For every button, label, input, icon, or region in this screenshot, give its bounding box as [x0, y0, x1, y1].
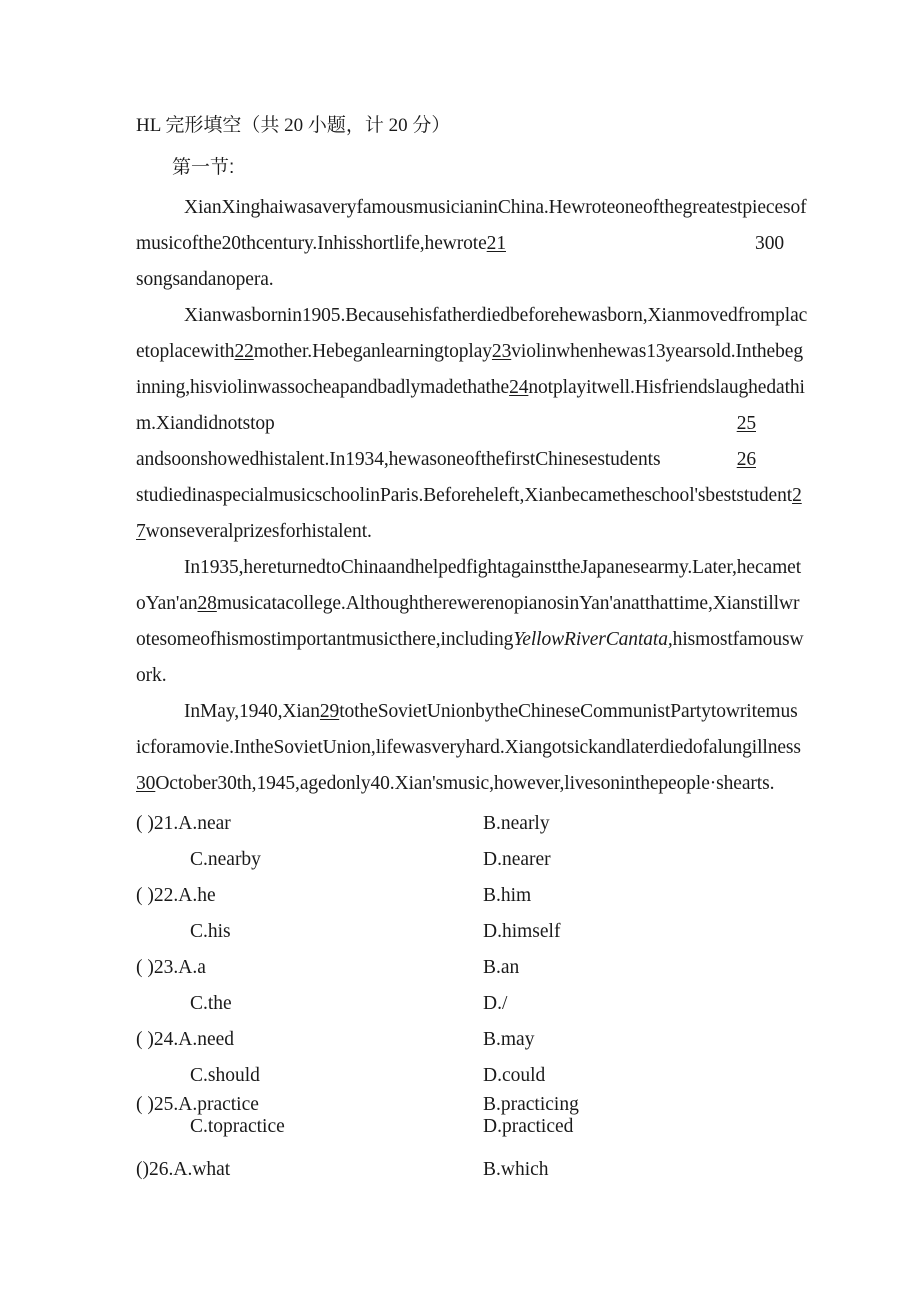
passage-text-run: In1935,hereturnedtoChinaandhelpedfightagainsttheJapanesearmy.Later,hecamet — [184, 557, 802, 578]
option-b-q25[interactable]: B.practicing — [483, 1094, 579, 1115]
question-row-q24-second — [136, 1058, 796, 1094]
question-row-q23-second — [136, 986, 796, 1022]
passage-line-text — [136, 658, 166, 694]
question-row-q24 — [136, 1022, 796, 1058]
option-d-q22[interactable]: D.himself — [483, 921, 561, 942]
blank-number-marker: 28 — [197, 593, 217, 614]
passage-line — [136, 586, 800, 622]
passage-line-text — [184, 694, 798, 730]
question-row-q21-second — [136, 842, 796, 878]
option-b-q26[interactable]: B.which — [483, 1159, 549, 1180]
passage-line — [136, 442, 784, 478]
passage-text-run: inning,hisviolinwassocheapandbadlymadethathe — [136, 377, 510, 398]
option-c-q25[interactable]: C.topractice — [190, 1116, 285, 1137]
question-row-q21 — [136, 806, 796, 842]
passage-line-text — [136, 262, 274, 298]
passage-line-text — [184, 298, 807, 334]
passage-text-run: InMay,1940,Xian — [184, 701, 320, 722]
passage-line-text — [136, 406, 275, 442]
passage-line — [136, 370, 805, 406]
question-row-q26 — [136, 1152, 796, 1188]
passage-line — [136, 514, 784, 550]
work-title-italic: YellowRiverCantata, — [513, 629, 673, 650]
passage-line — [136, 478, 802, 514]
option-a-q25[interactable]: ( )25.A.practice — [136, 1094, 259, 1115]
passage-text-run: musicofthe20thcentury.Inhisshortlife,hewrote — [136, 233, 487, 254]
passage-text-run: otesomeofhismostimportantmusicthere,including — [136, 629, 514, 650]
option-b-q21[interactable]: B.nearly — [483, 813, 550, 834]
option-d-q21[interactable]: D.nearer — [483, 849, 551, 870]
option-a-q24[interactable]: ( )24.A.need — [136, 1029, 235, 1050]
passage-line-text — [136, 766, 774, 802]
passage-line-text — [136, 478, 802, 514]
option-d-q23[interactable]: D./ — [483, 993, 508, 1014]
passage-line-text — [136, 730, 801, 766]
question-row-q22 — [136, 878, 796, 914]
passage-text-run: totheSovietUnionbytheChineseCommunistPartytowritemus — [339, 701, 798, 722]
passage-text-run: XianXinghaiwasaveryfamousmusicianinChina.Hewroteoneofthegreatestpiecesof — [184, 197, 807, 218]
passage-line-tail: 300 — [755, 233, 784, 254]
passage-text-run: hismostfamousw — [672, 629, 804, 650]
passage-text-run: songsandanopera. — [136, 269, 274, 290]
option-a-q26[interactable]: ()26.A.what — [136, 1159, 231, 1180]
passage-line — [136, 190, 807, 226]
passage-line — [136, 550, 802, 586]
option-c-q22[interactable]: C.his — [190, 921, 231, 942]
passage-text-run: October30th,1945,agedonly40.Xian'smusic,however,livesoninthepeople·shearts. — [155, 773, 775, 794]
blank-number-marker: 22 — [234, 341, 254, 362]
passage-line-text — [136, 514, 372, 550]
passage-line — [136, 766, 784, 802]
blank-number-marker: 30 — [136, 773, 156, 794]
passage-line-text — [184, 190, 807, 226]
passage-line — [136, 622, 804, 658]
passage-text-run: m.Xiandidnotstop — [136, 413, 275, 434]
page-title — [136, 113, 450, 139]
passage-text-run: wonseveralprizesforhistalent. — [145, 521, 372, 542]
blank-number-marker: 2 — [792, 485, 802, 506]
passage-text-run: studiedinaspecialmusicschoolinParis.Beforeheleft,Xianbecametheschool'sbeststudent — [136, 485, 793, 506]
passage-text-run: etoplacewith — [136, 341, 235, 362]
passage-text-run: notplayitwell.Hisfriendslaughedathi — [528, 377, 805, 398]
passage-line — [136, 262, 784, 298]
passage-text-run: mother.Hebeganlearningtoplay — [253, 341, 492, 362]
passage-text-run: ork. — [136, 665, 167, 686]
option-a-q22[interactable]: ( )22.A.he — [136, 885, 216, 906]
passage-line-text — [136, 370, 805, 406]
option-b-q24[interactable]: B.may — [483, 1029, 535, 1050]
passage-text-run: musicatacollege.AlthoughtherewerenopianosinYan'anatthattime,Xianstillwr — [216, 593, 800, 614]
option-c-q23[interactable]: C.the — [190, 993, 232, 1014]
cloze-passage — [136, 190, 808, 802]
passage-line — [136, 298, 808, 334]
option-a-q23[interactable]: ( )23.A.a — [136, 957, 206, 978]
blank-number-marker: 25 — [736, 413, 756, 434]
page-title-text: HL 完形填空（共 20 小题，计 20 分） — [136, 115, 451, 136]
blank-number-marker: 7 — [136, 521, 146, 542]
question-row-q23 — [136, 950, 796, 986]
option-c-q24[interactable]: C.should — [190, 1065, 260, 1086]
passage-line — [136, 334, 803, 370]
question-row-q25 — [136, 1094, 796, 1116]
passage-text-run: icforamovie.IntheSovietUnion,lifewasveryhard.Xiangotsickandlaterdiedofalungillness — [136, 737, 801, 758]
option-d-q25[interactable]: D.practiced — [483, 1116, 574, 1137]
passage-line-text — [136, 334, 803, 370]
option-c-q21[interactable]: C.nearby — [190, 849, 261, 870]
question-row-q25-second — [136, 1116, 796, 1138]
passage-line-text — [184, 550, 801, 586]
passage-text-run: violinwhenhewas13yearsold.Inthebeg — [511, 341, 803, 362]
blank-number-marker: 23 — [491, 341, 512, 362]
passage-line — [136, 226, 784, 262]
passage-line-text — [136, 586, 799, 622]
answer-options-list — [136, 806, 796, 1188]
passage-line — [136, 694, 798, 730]
passage-line — [136, 658, 784, 694]
option-a-q21[interactable]: ( )21.A.near — [136, 813, 231, 834]
option-b-q22[interactable]: B.him — [483, 885, 532, 906]
passage-line-text — [136, 622, 803, 658]
passage-text-run: andsoonshowedhistalent.In1934,hewasoneofthefirstChinesestudents — [136, 449, 661, 470]
section-label: 第一节: — [172, 157, 235, 178]
passage-line — [136, 730, 801, 766]
passage-line-text — [136, 442, 660, 478]
blank-number-marker: 24 — [509, 377, 529, 398]
passage-text-run: oYan'an — [136, 593, 198, 614]
blank-number-marker: 26 — [736, 449, 756, 470]
option-d-q24[interactable]: D.could — [483, 1065, 546, 1086]
passage-line — [136, 406, 784, 442]
blank-number-marker: 21 — [486, 233, 506, 254]
blank-number-marker: 29 — [319, 701, 340, 722]
passage-text-run: Xianwasbornin1905.Becausehisfatherdiedbeforehewasborn,Xianmovedfromplac — [184, 305, 808, 326]
question-row-q22-second — [136, 914, 796, 950]
option-b-q23[interactable]: B.an — [483, 957, 520, 978]
passage-line-text — [136, 226, 506, 262]
